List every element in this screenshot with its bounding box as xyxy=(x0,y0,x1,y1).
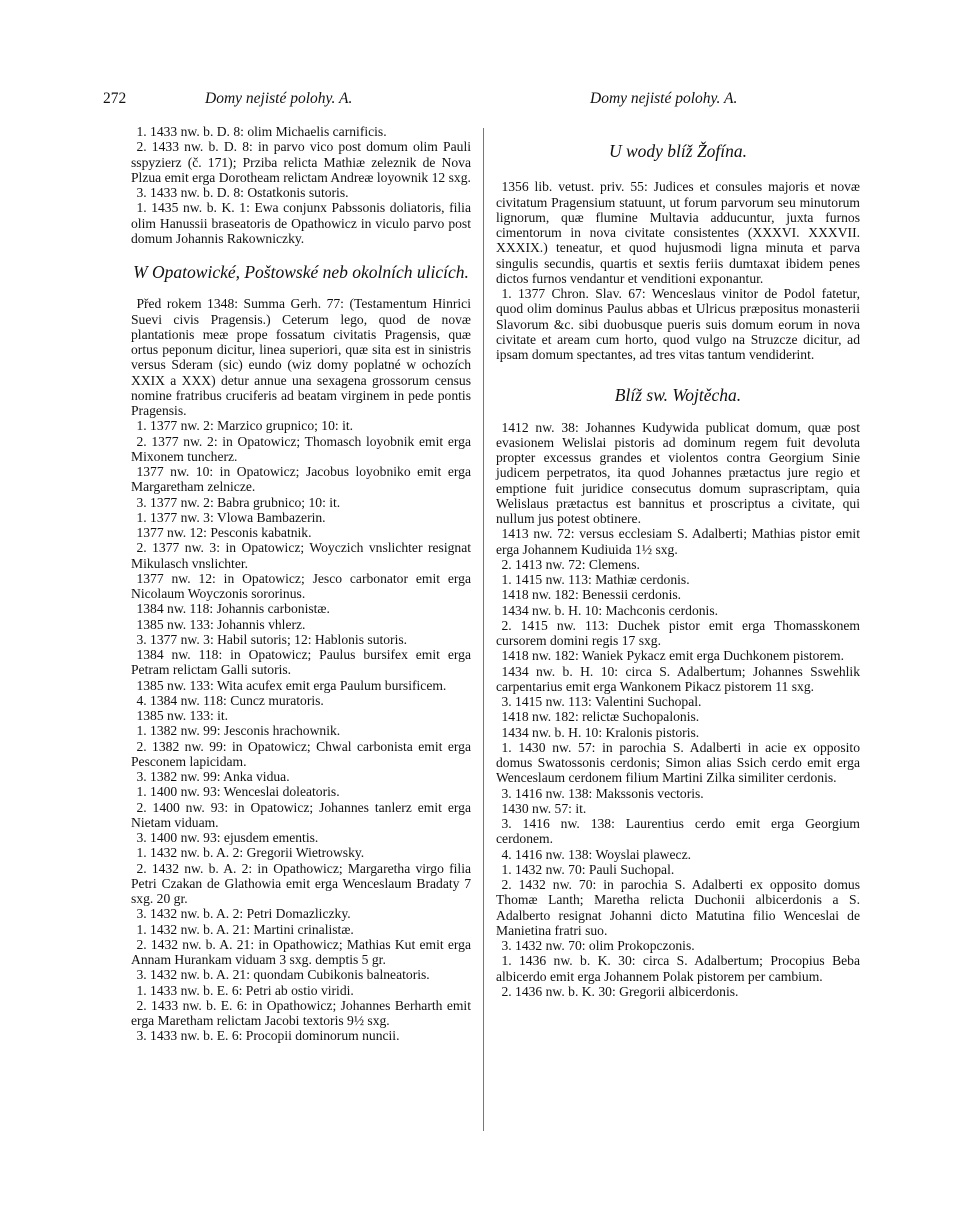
entry: 4. 1416 nw. 138: Woyslai plawecz. xyxy=(501,846,691,862)
entry: 2. 1377 nw. 2: in Opatowicz; Thomasch loyobnik emit erga Mixonem tuncherz. xyxy=(131,433,471,464)
section-title-bliz-sw-wojtecha: Blíž sw. Wojtěcha. xyxy=(614,385,742,406)
running-title-right: Domy nejisté polohy. A. xyxy=(590,90,738,107)
entry: 1. 1377 nw. 2: Marzico grupnico; 10: it. xyxy=(136,418,354,434)
left-entries-2 xyxy=(131,296,471,1043)
left-column xyxy=(131,124,471,1044)
entry: 1. 1432 nw. b. A. 2: Gregorii Wietrowsky. xyxy=(136,845,365,861)
entry: 1. 1377 Chron. Slav. 67: Wenceslaus vinitor de Podol fatetur, quod olim dominus Paulus abbas et Ulricus præpositus monasterii Slavorum &c. sibi duobusque pueris suis domum eorum in nova civitate et aream cum horto, quod vulgo na Struzcze dicitur, ad ipsam domum spectantes, ad tres vitas tantum vendiderint. xyxy=(496,286,860,362)
entry: 2. 1432 nw. b. A. 2: in Opathowicz; Margaretha virgo filia Petri Czakan de Glathowia emit erga Wenceslaum Bradaty 7 sxg. 20 gr. xyxy=(131,860,471,906)
entry: 1385 nw. 133: Wita acufex emit erga Paulum bursificem. xyxy=(136,677,447,693)
entry: 3. 1377 nw. 3: Habil sutoris; 12: Hablonis sutoris. xyxy=(136,631,408,647)
entry: 1. 1377 nw. 3: Vlowa Bambazerin. xyxy=(136,509,326,525)
entry: 1. 1430 nw. 57: in parochia S. Adalberti in acie ex opposito domus Swatossonis cerdonis; Simon alias Ssich cerdo emit erga Wenceslaum cerdonem filium Martini Zilka similiter cerdonis. xyxy=(496,739,860,786)
entry: 3. 1433 nw. b. E. 6: Procopii dominorum nuncii. xyxy=(136,1028,400,1044)
entry: 2. 1432 nw. b. A. 21: in Opathowicz; Mathias Kut emit erga Annam Hurankam viduam 3 sxg. demptis 5 gr. xyxy=(131,936,471,967)
right-column xyxy=(496,124,860,999)
entry: 1418 nw. 182: Waniek Pykacz emit erga Duchkonem pistorem. xyxy=(501,648,845,664)
entry: 1356 lib. vetust. priv. 55: Judices et consules majoris et novæ civitatum Pragensium statuunt, ut forum parvorum seu minutorum lignorum, quæ flumine Multavia adducuntur, juxta furnos cimentorum in nova civitate consistentes (XXXVI. XXXVII. XXXIX.) teneatur, et quod hujusmodi ligna minuta et parva singulis secundis, quartis et sextis feriis dumtaxat ibidem penes dictos furnos vendantur et venditioni exponantur. xyxy=(496,179,860,286)
entry: 1434 nw. b. H. 10: Kralonis pistoris. xyxy=(501,724,700,740)
entry: 1. 1432 nw. 70: Pauli Suchopal. xyxy=(501,861,675,877)
column-divider xyxy=(483,128,484,1131)
entry: 1418 nw. 182: Benessii cerdonis. xyxy=(501,587,682,603)
entry: 1377 nw. 12: Pesconis kabatnik. xyxy=(136,525,312,540)
entry: 1434 nw. b. H. 10: Machconis cerdonis. xyxy=(501,602,719,618)
entry: 1377 nw. 12: in Opatowicz; Jesco carbonator emit erga Nicolaum Woyczonis sororinus. xyxy=(131,570,471,601)
entry: 3. 1416 nw. 138: Makssonis vectoris. xyxy=(501,785,704,801)
entry: 1. 1400 nw. 93: Wenceslai doleatoris. xyxy=(136,784,340,800)
entry: Před rokem 1348: Summa Gerh. 77: (Testamentum Hinrici Suevi civis Pragensis.) Ceterum lego, quod de novæ plantationis meæ prope fossatum civitatis Pragensis, quæ ortus peponum dicitur, linea superiori, quæ sita est in sinistris versus Sderam (sic) eundo (wiz domy poplatné w ochozích XXIX a XXX) detur annue una sexagena grossorum census nomine fratribus cruciferis ad beatam virginem in pede pontis Pragensis. xyxy=(131,296,471,418)
entry: 1412 nw. 38: Johannes Kudywida publicat domum, quæ post evasionem Welislai pistoris ad dominum regem fuit devoluta propter excessus grandes et violentos contra Georgium Sinie judicem perpetratos, ita quod Johannes prætactus jure regio et emptione fuit juridice consecutus domum suprascriptam, quia Welislaus prætactus est bannitus et proscriptus a civitate, qui nullum jus potest obtinere. xyxy=(496,419,860,526)
right-entries-1 xyxy=(496,179,860,362)
entry: 4. 1384 nw. 118: Cuncz muratoris. xyxy=(136,692,324,708)
entry: 1. 1432 nw. b. A. 21: Martini crinalistæ. xyxy=(136,921,354,937)
running-title-left: Domy nejisté polohy. A. xyxy=(205,90,353,107)
entry: 3. 1432 nw. b. A. 21: quondam Cubikonis balneatoris. xyxy=(136,967,430,983)
entry: 1. 1436 nw. b. K. 30: circa S. Adalbertum; Procopius Beba albicerdo emit erga Johannem Polak pistorem per cambium. xyxy=(496,953,860,984)
left-entries-1 xyxy=(131,124,471,246)
entry: 2. 1432 nw. 70: in parochia S. Adalberti ex opposito domus Thomæ Lanth; Maretha relicta Duchonii albicerdonis a S. Adalberto resignat Johanni dicto Matutina filio Wenceslai de Manietina fratri suo. xyxy=(496,877,860,938)
entry: 3. 1400 nw. 93: ejusdem ementis. xyxy=(136,830,319,845)
entry: 1384 nw. 118: in Opatowicz; Paulus bursifex emit erga Petram relictam Galli sutoris. xyxy=(131,647,471,678)
entry: 3. 1377 nw. 2: Babra grubnico; 10: it. xyxy=(136,494,341,510)
entry: 1430 nw. 57: it. xyxy=(501,800,587,816)
entry: 2. 1433 nw. b. E. 6: in Opathowicz; Johannes Berharth emit erga Maretham relictam Jacobi textoris 9½ sxg. xyxy=(131,997,471,1028)
entry: 3. 1433 nw. b. D. 8: Ostatkonis sutoris. xyxy=(136,185,349,200)
entry: 1418 nw. 182: relictæ Suchopalonis. xyxy=(501,709,700,725)
entry: 1. 1435 nw. b. K. 1: Ewa conjunx Pabssonis doliatoris, filia olim Hanussii braseatoris de Opathowicz in viculo parvo post domum Johannis Rakowniczky. xyxy=(131,200,471,246)
entry: 1434 nw. b. H. 10: circa S. Adalbertum; Johannes Sswehlik carpentarius emit erga Wankonem Pikacz pistorem 11 sxg. xyxy=(496,663,860,694)
entry: 2. 1433 nw. b. D. 8: in parvo vico post domum olim Pauli sspyzierz (č. 171); Prziba relicta Mathiæ zeleznik de Nova Plzua emit erga Dorotheam relictam Andreæ loyownik 12 sxg. xyxy=(131,139,471,185)
entry: 1. 1415 nw. 113: Mathiæ cerdonis. xyxy=(501,572,690,587)
entry: 3. 1432 nw. b. A. 2: Petri Domazliczky. xyxy=(136,906,351,922)
entry: 2. 1377 nw. 3: in Opatowicz; Woyczich vnslichter resignat Mikulasch vnslichter. xyxy=(131,540,471,571)
entry: 1385 nw. 133: it. xyxy=(136,708,229,723)
entry: 1413 nw. 72: versus ecclesiam S. Adalberti; Mathias pistor emit erga Johannem Kudiuida 1½ sxg. xyxy=(496,526,860,557)
entry: 1384 nw. 118: Johannis carbonistæ. xyxy=(136,601,330,617)
entry: 3. 1432 nw. 70: olim Prokopczonis. xyxy=(501,938,695,953)
entry: 1. 1433 nw. b. D. 8: olim Michaelis carnificis. xyxy=(136,124,387,139)
entry: 3. 1416 nw. 138: Laurentius cerdo emit erga Georgium cerdonem. xyxy=(496,816,860,847)
right-entries-2 xyxy=(496,420,860,1000)
section-title-opatowicke: W Opatowické, Poštowské neb okolních ulicích. xyxy=(133,262,469,282)
entry: 2. 1382 nw. 99: in Opatowicz; Chwal carbonista emit erga Pesconem lapicidam. xyxy=(131,738,471,769)
entry: 2. 1415 nw. 113: Duchek pistor emit erga Thomasskonem cursorem domini regis 17 sxg. xyxy=(496,617,860,648)
entry: 3. 1415 nw. 113: Valentini Suchopal. xyxy=(501,694,702,709)
entry: 1385 nw. 133: Johannis vhlerz. xyxy=(136,616,306,632)
entry: 3. 1382 nw. 99: Anka vidua. xyxy=(136,769,290,784)
entry: 1. 1433 nw. b. E. 6: Petri ab ostio viridi. xyxy=(136,982,354,998)
entry: 1. 1382 nw. 99: Jesconis hrachownik. xyxy=(136,723,341,739)
section-title-u-wody: U wody blíž Žofína. xyxy=(608,141,748,161)
entry: 2. 1436 nw. b. K. 30: Gregorii albicerdonis. xyxy=(501,983,739,999)
entry: 2. 1413 nw. 72: Clemens. xyxy=(501,556,640,572)
entry: 1377 nw. 10: in Opatowicz; Jacobus loyobniko emit erga Margaretham zelnicze. xyxy=(131,464,471,495)
entry: 2. 1400 nw. 93: in Opatowicz; Johannes tanlerz emit erga Nietam viduam. xyxy=(131,799,471,830)
page-number: 272 xyxy=(103,90,127,107)
